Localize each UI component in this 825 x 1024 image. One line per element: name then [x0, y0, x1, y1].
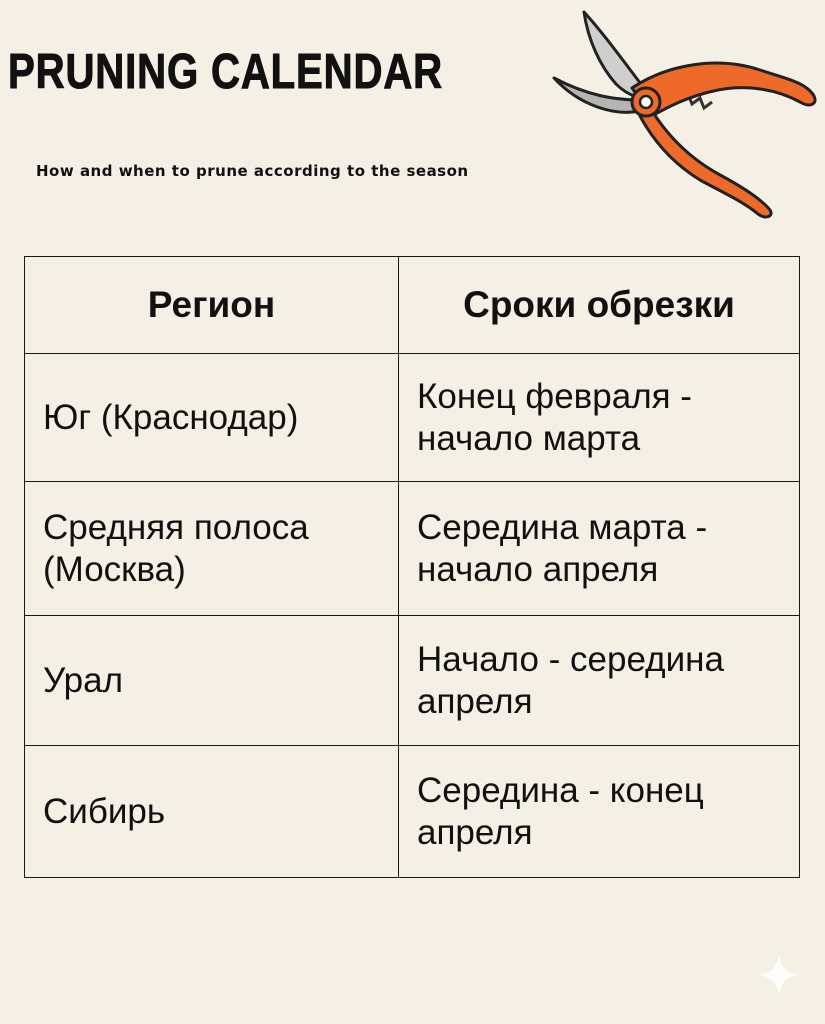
page-title: PRUNING CALENDAR [8, 45, 444, 99]
region-cell: Юг (Краснодар) [25, 354, 399, 482]
table-header-row [25, 257, 800, 354]
timing-cell: Начало - середина апреля [399, 616, 800, 746]
table-row [25, 746, 800, 878]
pruning-table [24, 256, 800, 878]
page-subtitle: How and when to prune according to the season [36, 162, 469, 180]
sparkle-icon [756, 952, 802, 998]
timing-cell: Конец февраля - начало марта [399, 354, 800, 482]
column-header-region: Регион [25, 257, 399, 354]
table-row [25, 482, 800, 616]
timing-cell: Середина марта - начало апреля [399, 482, 800, 616]
region-cell: Средняя полоса (Москва) [25, 482, 399, 616]
region-cell: Урал [25, 616, 399, 746]
column-header-timing: Сроки обрезки [399, 257, 800, 354]
table-row [25, 354, 800, 482]
pruning-shears-icon [548, 4, 820, 222]
timing-cell: Середина - конец апреля [399, 746, 800, 878]
table-row [25, 616, 800, 746]
region-cell: Сибирь [25, 746, 399, 878]
